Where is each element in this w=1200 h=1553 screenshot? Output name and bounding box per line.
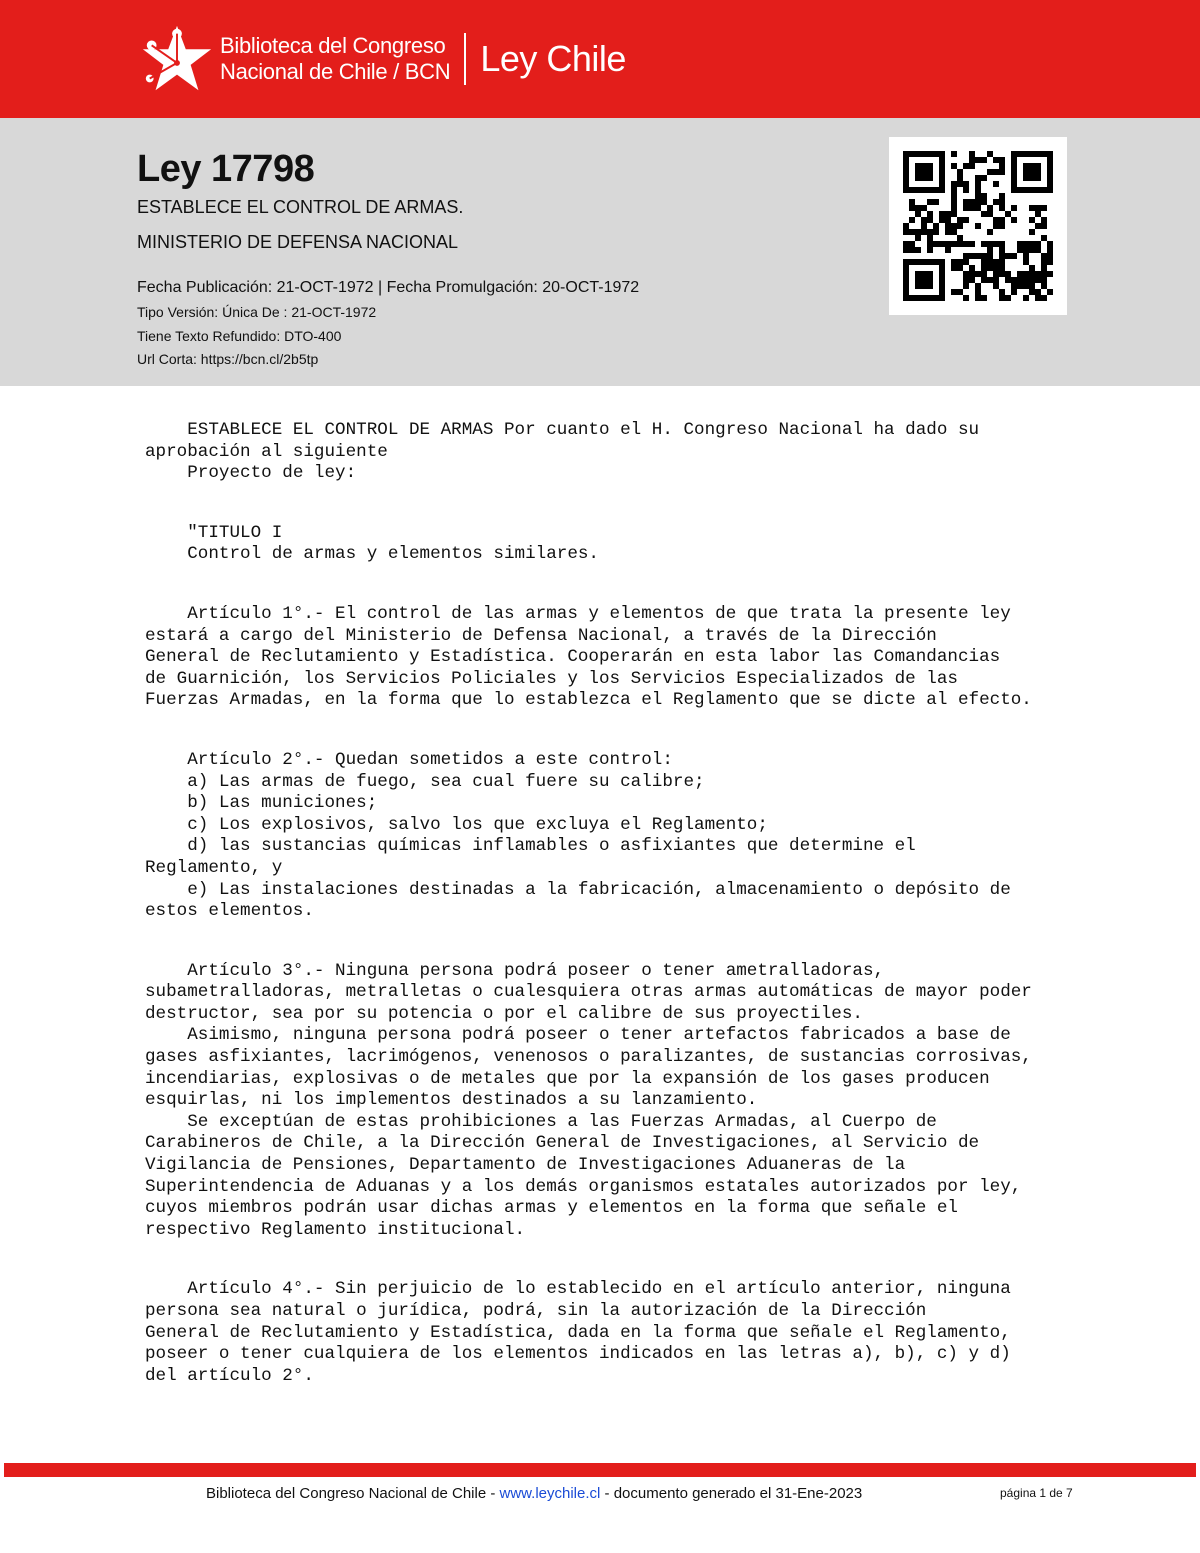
- law-dates: Fecha Publicación: 21-OCT-1972 | Fecha Promulgación: 20-OCT-1972: [137, 279, 640, 296]
- org-name-line2: Nacional de Chile / BCN: [220, 59, 451, 84]
- article-1: Artículo 1°.- El control de las armas y elementos de que trata la presente ley estará a cargo del Ministerio de Defensa Nacional, a través de la Dirección General de Reclutamiento y Estadística. Cooperarán en esta labor las Comandancias de Guarnición, los Servicios Policiales y los Servicios Especializados de las Fuerzas Armadas, en la forma que lo establezca el Reglamento que se dicte al efecto.: [145, 603, 1032, 711]
- org-name-line1: Biblioteca del Congreso: [220, 33, 446, 58]
- article-3: Artículo 3°.- Ninguna persona podrá poseer o tener ametralladoras, subametralladoras, metralletas o cualesquiera otras armas automáticas de mayor poder destructor, sea por su potencia o por el calibre de sus proyectiles. Asimismo, ninguna persona podrá poseer o tener artefactos fabricados a base de gases asfixiantes, lacrimógenos, venenosos o paralizantes, de sustancias corrosivas, incendiarias, explosivas o de metales que por la expansión de los gases producen esquirlas, ni los implementos destinados a su lanzamiento. Se exceptúan de estas prohibiciones a las Fuerzas Armadas, al Cuerpo de Carabineros de Chile, a la Dirección General de Investigaciones, al Servicio de Vigilancia de Pensiones, Departamento de Investigaciones Aduaneras de la Superintendencia de Aduanas y a los demás organismos estatales autorizados por ley, cuyos miembros podrán usar dichas armas y elementos en la forma que señale el respectivo Reglamento institucional.: [145, 960, 1032, 1240]
- qr-code-icon: [903, 151, 1053, 301]
- law-ministry: MINISTERIO DE DEFENSA NACIONAL: [137, 232, 459, 252]
- footer-bar: [4, 1463, 1196, 1477]
- footer-text-before: Biblioteca del Congreso Nacional de Chile -: [206, 1485, 500, 1502]
- title-heading: "TITULO I Control de armas y elementos similares.: [187, 522, 599, 565]
- law-title: Ley 17798: [137, 148, 315, 190]
- product-name: Ley Chile: [480, 38, 626, 79]
- page-number: página 1 de 7: [1000, 1486, 1073, 1500]
- law-subtitle: ESTABLECE EL CONTROL DE ARMAS.: [137, 197, 464, 217]
- bcn-logo-text: [220, 33, 450, 85]
- law-version: Tipo Versión: Única De : 21-OCT-1972: [137, 304, 377, 320]
- logo-divider: [464, 33, 466, 85]
- footer-main: [206, 1485, 862, 1502]
- footer-link[interactable]: www.leychile.cl: [499, 1485, 601, 1502]
- law-refundido: Tiene Texto Refundido: DTO-400: [137, 328, 342, 344]
- article-2: Artículo 2°.- Quedan sometidos a este control: a) Las armas de fuego, sea cual fuere su calibre; b) Las municiones; c) Los explosivos, salvo los que excluya el Reglamento; d) las sustancias químicas inflamables o asfixiantes que determine el Reglamento, y e) Las instalaciones destinadas a la fabricación, almacenamiento o depósito de estos elementos.: [145, 749, 1011, 922]
- footer-text-after: - documento generado el 31-Ene-2023: [600, 1485, 863, 1502]
- star-logo-icon: [138, 20, 216, 98]
- bcn-logo[interactable]: [138, 14, 626, 104]
- header-banner: [0, 0, 1200, 118]
- article-4: Artículo 4°.- Sin perjuicio de lo establecido en el artículo anterior, ninguna persona sea natural o jurídica, podrá, sin la autorización de la Dirección General de Reclutamiento y Estadística, dada en la forma que señale el Reglamento, poseer o tener cualquiera de los elementos indicados en las letras a), b), c) y d) del artículo 2°.: [145, 1279, 1011, 1386]
- preamble: ESTABLECE EL CONTROL DE ARMAS Por cuanto el H. Congreso Nacional ha dado su aprobación al siguiente Proyecto de ley:: [145, 420, 980, 484]
- law-short-url[interactable]: Url Corta: https://bcn.cl/2b5tp: [137, 351, 319, 367]
- law-body: [145, 420, 1145, 1387]
- qr-code: [889, 137, 1067, 315]
